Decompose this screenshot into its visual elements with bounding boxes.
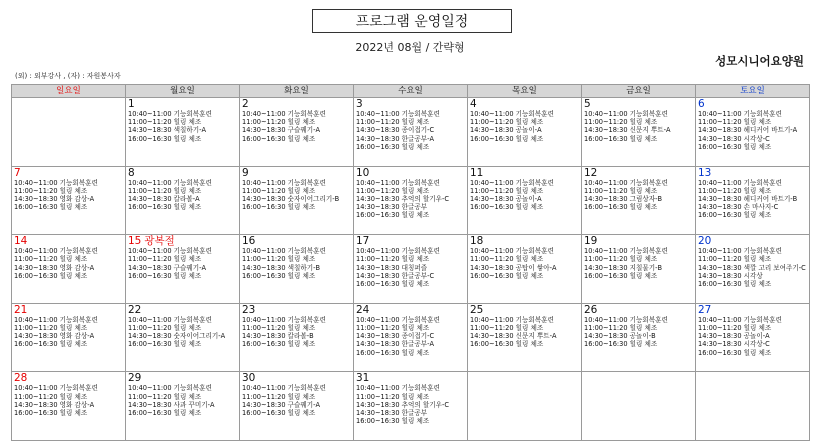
activity-entry: 14:30~18:30 색칠하기-B [242, 263, 321, 272]
activity-entry: 10:40~11:00 기능회복훈련 [356, 247, 440, 256]
week-row [12, 98, 810, 167]
activity-entry: 14:30~18:30 숫자이어그리기-A [128, 332, 226, 341]
activity-entry: 16:00~16:30 힐링 체조 [356, 142, 430, 151]
week-row [12, 303, 810, 372]
activity-entry: 10:40~11:00 기능회복훈련 [14, 247, 98, 256]
activity-entry: 14:30~18:30 칼라볼-A [128, 195, 200, 203]
activity-entry: 14:30~18:30 시각상-C [698, 340, 770, 349]
activity-entry: 16:00~16:30 힐링 체조 [242, 271, 316, 280]
activity-entry: 11:00~11:20 힐링 체조 [470, 255, 544, 264]
activity-entry: 16:00~16:30 힐링 체조 [698, 348, 772, 357]
activity-entry: 14:30~18:30 영화 감상-A [14, 400, 95, 409]
activity-entry: 11:00~11:20 힐링 체조 [356, 323, 430, 332]
activity-entry: 14:30~18:30 헤디커어 바트기-A [698, 126, 798, 135]
day-number-header [356, 236, 465, 247]
day-number: 16 [242, 235, 256, 248]
week-row [12, 235, 810, 304]
day-number: 17 [356, 235, 370, 248]
week-row [12, 372, 810, 441]
activity-entry: 14:30~18:30 영화 감상-A [14, 263, 95, 272]
activity-entry: 14:30~18:30 종이접기-C [356, 126, 435, 135]
holiday-label: 광복절 [144, 235, 175, 248]
day-number-header [584, 168, 693, 179]
activity-entry: 11:00~11:20 힐링 체조 [242, 392, 316, 401]
day-number: 4 [470, 98, 477, 110]
activity-entry: 11:00~11:20 힐링 체조 [470, 186, 544, 195]
activity-entry: 16:00~16:30 힐링 체조 [698, 142, 772, 151]
activity-entry: 10:40~11:00 기능회복훈련 [584, 247, 668, 256]
day-number-header [584, 99, 693, 110]
activity-entry: 10:40~11:00 기능회복훈련 [128, 110, 212, 118]
activity-entry: 10:40~11:00 기능회복훈련 [14, 178, 98, 187]
activity-entry: 16:00~16:30 힐링 체조 [698, 280, 772, 288]
day-cell-23 [240, 303, 354, 372]
activity-entry: 11:00~11:20 힐링 체조 [356, 186, 430, 195]
day-cell-21 [12, 303, 126, 372]
activity-entry: 11:00~11:20 힐링 체조 [14, 392, 88, 401]
calendar-body [12, 98, 810, 441]
day-number: 7 [14, 166, 21, 179]
activity-entry: 10:40~11:00 기능회복훈련 [356, 178, 440, 187]
day-cell-4 [468, 98, 582, 167]
activity-entry: 16:00~16:30 힐링 체조 [128, 271, 202, 280]
activity-entry: 16:00~16:30 힐링 체조 [356, 211, 430, 220]
activity-entry: 14:30~18:30 공놀이-A [470, 126, 542, 135]
day-number: 31 [356, 372, 370, 385]
activity-entry: 16:00~16:30 힐링 체조 [242, 408, 316, 417]
activity-entry: 11:00~11:20 힐링 체조 [584, 186, 658, 195]
schedule-calendar [11, 84, 810, 441]
activity-entry: 14:30~18:30 헤디커어 바트기-B [698, 195, 798, 203]
day-number-header [584, 236, 693, 247]
day-number-header [356, 99, 465, 110]
day-number-header [470, 236, 579, 247]
day-cell-27 [696, 303, 810, 372]
activity-entry: 16:00~16:30 힐링 체조 [356, 417, 430, 426]
activity-entry: 16:00~16:30 힐링 체조 [584, 134, 658, 143]
activity-entry: 11:00~11:20 힐링 체조 [356, 255, 430, 264]
day-number: 12 [584, 166, 598, 179]
day-number-header [128, 99, 237, 110]
activity-entry: 10:40~11:00 기능회복훈련 [356, 315, 440, 324]
activity-entry: 11:00~11:20 힐링 체조 [584, 323, 658, 332]
activity-entry: 10:40~11:00 기능회복훈련 [242, 110, 326, 118]
activity-entry: 10:40~11:00 기능회복훈련 [14, 384, 98, 393]
activity-entry: 14:30~18:30 공탑이 쌓아-A [470, 263, 557, 272]
day-number: 6 [698, 98, 705, 110]
weekday-saturday: 토요일 [696, 85, 810, 98]
day-cell-17 [354, 235, 468, 304]
activity-entry: 14:30~18:30 영화 감상-A [14, 332, 95, 341]
day-cell-8 [126, 166, 240, 235]
activity-entry: 10:40~11:00 기능회복훈련 [584, 110, 668, 118]
day-number: 28 [14, 372, 28, 385]
activity-entry: 16:00~16:30 힐링 체조 [242, 340, 316, 349]
activity-entry: 14:30~18:30 종이접기-C [356, 332, 435, 341]
day-number-header [14, 373, 123, 384]
activity-entry: 16:00~16:30 힐링 체조 [584, 340, 658, 349]
activity-entry: 16:00~16:30 힐링 체조 [470, 271, 544, 280]
activity-entry: 14:30~18:30 한글공부 [356, 408, 428, 417]
activity-entry: 11:00~11:20 힐링 체조 [698, 323, 772, 332]
empty-day-cell [468, 372, 582, 441]
activity-entry: 11:00~11:20 힐링 체조 [584, 118, 658, 127]
weekday-wednesday: 수요일 [354, 85, 468, 98]
activity-entry: 10:40~11:00 기능회복훈련 [470, 247, 554, 256]
activity-entry: 14:30~18:30 숫자이어그리기-B [242, 195, 340, 203]
day-cell-28 [12, 372, 126, 441]
activity-entry: 16:00~16:30 힐링 체조 [356, 348, 430, 357]
day-cell-22 [126, 303, 240, 372]
day-number: 30 [242, 372, 256, 385]
day-cell-11 [468, 166, 582, 235]
activity-entry: 10:40~11:00 기능회복훈련 [128, 315, 212, 324]
activity-entry: 14:30~18:30 구슬꿰기-A [242, 126, 320, 135]
day-cell-26 [582, 303, 696, 372]
activity-entry: 10:40~11:00 기능회복훈련 [14, 315, 98, 324]
activity-entry: 14:30~18:30 한글공부 [356, 203, 428, 212]
activity-entry: 14:30~18:30 추억의 할기우-C [356, 400, 449, 409]
day-number-header [14, 168, 123, 179]
activity-entry: 10:40~11:00 기능회복훈련 [698, 315, 782, 324]
day-number-header [14, 236, 123, 247]
activity-entry: 16:00~16:30 힐링 체조 [698, 211, 772, 220]
day-cell-24 [354, 303, 468, 372]
day-cell-18 [468, 235, 582, 304]
day-number: 9 [242, 166, 249, 179]
activity-entry: 16:00~16:30 힐링 체조 [128, 203, 202, 212]
day-number-header [584, 305, 693, 316]
activity-entry: 14:30~18:30 구슬꿰기-A [128, 263, 206, 272]
activity-entry: 14:30~18:30 지칠물기-B [584, 263, 663, 272]
activity-entry: 11:00~11:20 힐링 체조 [128, 392, 202, 401]
page-subtitle: 2022년 08월 / 간략형 [355, 41, 465, 54]
activity-entry: 14:30~18:30 공놀이-A [470, 195, 542, 203]
page-title-box [312, 9, 512, 33]
activity-entry: 11:00~11:20 힐링 체조 [242, 255, 316, 264]
activity-entry: 16:00~16:30 힐링 체조 [14, 203, 88, 212]
activity-entry: 10:40~11:00 기능회복훈련 [242, 384, 326, 393]
day-cell-3 [354, 98, 468, 167]
day-number: 8 [128, 166, 135, 179]
day-number-header [356, 168, 465, 179]
day-number-header [242, 168, 351, 179]
activity-entry: 14:30~18:30 신문지 뿌트-A [584, 126, 671, 135]
day-number: 20 [698, 235, 712, 248]
activity-entry: 14:30~18:30 추억의 할기우-C [356, 195, 449, 203]
day-number: 29 [128, 372, 142, 385]
activity-entry: 16:00~16:30 힐링 체조 [128, 340, 202, 349]
activity-entry: 11:00~11:20 힐링 체조 [698, 186, 772, 195]
activity-entry: 10:40~11:00 기능회복훈련 [698, 110, 782, 118]
day-number-header [356, 305, 465, 316]
day-number: 11 [470, 166, 484, 179]
activity-entry: 16:00~16:30 힐링 체조 [584, 203, 658, 212]
activity-entry: 14:30~18:30 손 마사지-C [698, 203, 779, 212]
day-number: 22 [128, 303, 142, 316]
organization-name: 성모시니어요양원 [715, 54, 804, 68]
day-cell-13 [696, 166, 810, 235]
day-number-header [470, 168, 579, 179]
weekday-sunday: 일요일 [12, 85, 126, 98]
day-number: 2 [242, 98, 249, 110]
day-number-header [128, 236, 237, 247]
activity-entry: 10:40~11:00 기능회복훈련 [698, 247, 782, 256]
day-cell-31 [354, 372, 468, 441]
activity-entry: 16:00~16:30 힐링 체조 [470, 134, 544, 143]
activity-entry: 14:30~18:30 사과 꾸미기-A [128, 400, 215, 409]
activity-entry: 16:00~16:30 힐링 체조 [470, 203, 544, 212]
day-number-header [242, 305, 351, 316]
activity-entry: 11:00~11:20 힐링 체조 [242, 118, 316, 127]
day-number-header [470, 305, 579, 316]
activity-entry: 14:30~18:30 대칭퍼즐 [356, 263, 428, 272]
day-cell-30 [240, 372, 354, 441]
activity-entry: 16:00~16:30 힐링 체조 [128, 134, 202, 143]
activity-entry: 14:30~18:30 색깔 고리 보여주기-C [698, 263, 806, 272]
activity-entry: 11:00~11:20 힐링 체조 [14, 323, 88, 332]
day-number: 3 [356, 98, 363, 110]
day-cell-29 [126, 372, 240, 441]
activity-entry: 16:00~16:30 힐링 체조 [584, 271, 658, 280]
day-cell-9 [240, 166, 354, 235]
activity-entry: 16:00~16:30 힐링 체조 [128, 408, 202, 417]
activity-entry: 14:30~18:30 영화 감상-A [14, 195, 95, 203]
day-number-header [698, 236, 807, 247]
activity-entry: 10:40~11:00 기능회복훈련 [584, 178, 668, 187]
activity-entry: 14:30~18:30 신문지 뿌트-A [470, 332, 557, 341]
day-cell-12 [582, 166, 696, 235]
activity-entry: 16:00~16:30 힐링 체조 [242, 203, 316, 212]
activity-entry: 10:40~11:00 기능회복훈련 [242, 178, 326, 187]
day-cell-16 [240, 235, 354, 304]
activity-entry: 14:30~18:30 구슬꿰기-A [242, 400, 320, 409]
activity-entry: 10:40~11:00 기능회복훈련 [128, 178, 212, 187]
activity-entry: 16:00~16:30 힐링 체조 [470, 340, 544, 349]
day-number-header [698, 168, 807, 179]
activity-entry: 14:30~18:30 시각상-C [698, 134, 770, 143]
day-number: 25 [470, 303, 484, 316]
day-number-header [242, 99, 351, 110]
day-number: 14 [14, 235, 28, 248]
weekday-thursday: 목요일 [468, 85, 582, 98]
empty-day-cell [12, 98, 126, 167]
activity-entry: 11:00~11:20 힐링 체조 [698, 118, 772, 127]
day-number: 10 [356, 166, 370, 179]
activity-entry: 11:00~11:20 힐링 체조 [242, 186, 316, 195]
day-number: 27 [698, 303, 712, 316]
week-row [12, 166, 810, 235]
day-number: 24 [356, 303, 370, 316]
day-number-header [128, 373, 237, 384]
empty-day-cell [582, 372, 696, 441]
activity-entry: 10:40~11:00 기능회복훈련 [242, 247, 326, 256]
activity-entry: 10:40~11:00 기능회복훈련 [698, 178, 782, 187]
day-number-header [242, 236, 351, 247]
day-number: 5 [584, 98, 591, 110]
day-number: 15 [128, 235, 142, 248]
activity-entry: 10:40~11:00 기능회복훈련 [128, 384, 212, 393]
activity-entry: 11:00~11:20 힐링 체조 [698, 255, 772, 264]
activity-entry: 10:40~11:00 기능회복훈련 [128, 247, 212, 256]
activity-entry: 11:00~11:20 힐링 체조 [128, 323, 202, 332]
day-number: 1 [128, 98, 135, 110]
day-cell-19 [582, 235, 696, 304]
day-number-header [242, 373, 351, 384]
day-cell-25 [468, 303, 582, 372]
day-number-header [128, 168, 237, 179]
activity-entry: 14:30~18:30 한글공부-A [356, 134, 434, 143]
activity-entry: 16:00~16:30 힐링 체조 [14, 408, 88, 417]
activity-entry: 16:00~16:30 힐링 체조 [14, 271, 88, 280]
activity-entry: 14:30~18:30 한글공부-A [356, 340, 434, 349]
activity-entry: 14:30~18:30 그림상자-B [584, 195, 663, 203]
activity-entry: 10:40~11:00 기능회복훈련 [584, 315, 668, 324]
activity-entry: 11:00~11:20 힐링 체조 [584, 255, 658, 264]
day-number: 26 [584, 303, 598, 316]
activity-entry: 11:00~11:20 힐링 체조 [128, 255, 202, 264]
day-number: 19 [584, 235, 598, 248]
activity-entry: 11:00~11:20 힐링 체조 [470, 323, 544, 332]
day-cell-6 [696, 98, 810, 167]
activity-entry: 16:00~16:30 힐링 체조 [14, 340, 88, 349]
legend-note: (외) : 외부강사 , (자) : 자원봉사자 [15, 72, 121, 80]
day-cell-5 [582, 98, 696, 167]
activity-entry: 11:00~11:20 힐링 체조 [356, 392, 430, 401]
activity-entry: 11:00~11:20 힐링 체조 [242, 323, 316, 332]
day-cell-20 [696, 235, 810, 304]
empty-day-cell [696, 372, 810, 441]
activity-entry: 11:00~11:20 힐링 체조 [128, 186, 202, 195]
activity-entry: 11:00~11:20 힐링 체조 [14, 255, 88, 264]
day-cell-15 [126, 235, 240, 304]
activity-entry: 14:30~18:30 시각상 [698, 271, 763, 280]
activity-entry: 11:00~11:20 힐링 체조 [470, 118, 544, 127]
activity-entry: 10:40~11:00 기능회복훈련 [470, 110, 554, 118]
activity-entry: 14:30~18:30 칼라볼-B [242, 332, 314, 341]
day-number-header [470, 99, 579, 110]
activity-entry: 10:40~11:00 기능회복훈련 [242, 315, 326, 324]
day-number-header [698, 99, 807, 110]
weekday-friday: 금요일 [582, 85, 696, 98]
activity-entry: 14:30~18:30 공놀이-A [698, 332, 770, 341]
activity-entry: 11:00~11:20 힐링 체조 [128, 118, 202, 127]
day-number-header [128, 305, 237, 316]
activity-entry: 10:40~11:00 기능회복훈련 [470, 178, 554, 187]
day-cell-14 [12, 235, 126, 304]
weekday-monday: 월요일 [126, 85, 240, 98]
activity-entry: 10:40~11:00 기능회복훈련 [356, 384, 440, 393]
weekday-header-row [12, 85, 810, 98]
day-number: 23 [242, 303, 256, 316]
day-number-header [698, 305, 807, 316]
day-cell-10 [354, 166, 468, 235]
day-number: 18 [470, 235, 484, 248]
day-number-header [14, 305, 123, 316]
activity-entry: 10:40~11:00 기능회복훈련 [356, 110, 440, 118]
weekday-tuesday: 화요일 [240, 85, 354, 98]
day-cell-7 [12, 166, 126, 235]
activity-entry: 16:00~16:30 힐링 체조 [242, 134, 316, 143]
day-number: 13 [698, 166, 712, 179]
day-cell-2 [240, 98, 354, 167]
activity-entry: 10:40~11:00 기능회복훈련 [470, 315, 554, 324]
activity-entry: 16:00~16:30 힐링 체조 [356, 280, 430, 288]
page-title: 프로그램 운영일정 [355, 14, 469, 30]
activity-entry: 14:30~18:30 색칠하기-A [128, 126, 206, 135]
day-cell-1 [126, 98, 240, 167]
activity-entry: 11:00~11:20 힐링 체조 [356, 118, 430, 127]
day-number: 21 [14, 303, 28, 316]
activity-entry: 14:30~18:30 공놀이-B [584, 332, 656, 341]
day-number-header [356, 373, 465, 384]
activity-entry: 11:00~11:20 힐링 체조 [14, 186, 88, 195]
activity-entry: 14:30~18:30 한글공부-C [356, 271, 435, 280]
